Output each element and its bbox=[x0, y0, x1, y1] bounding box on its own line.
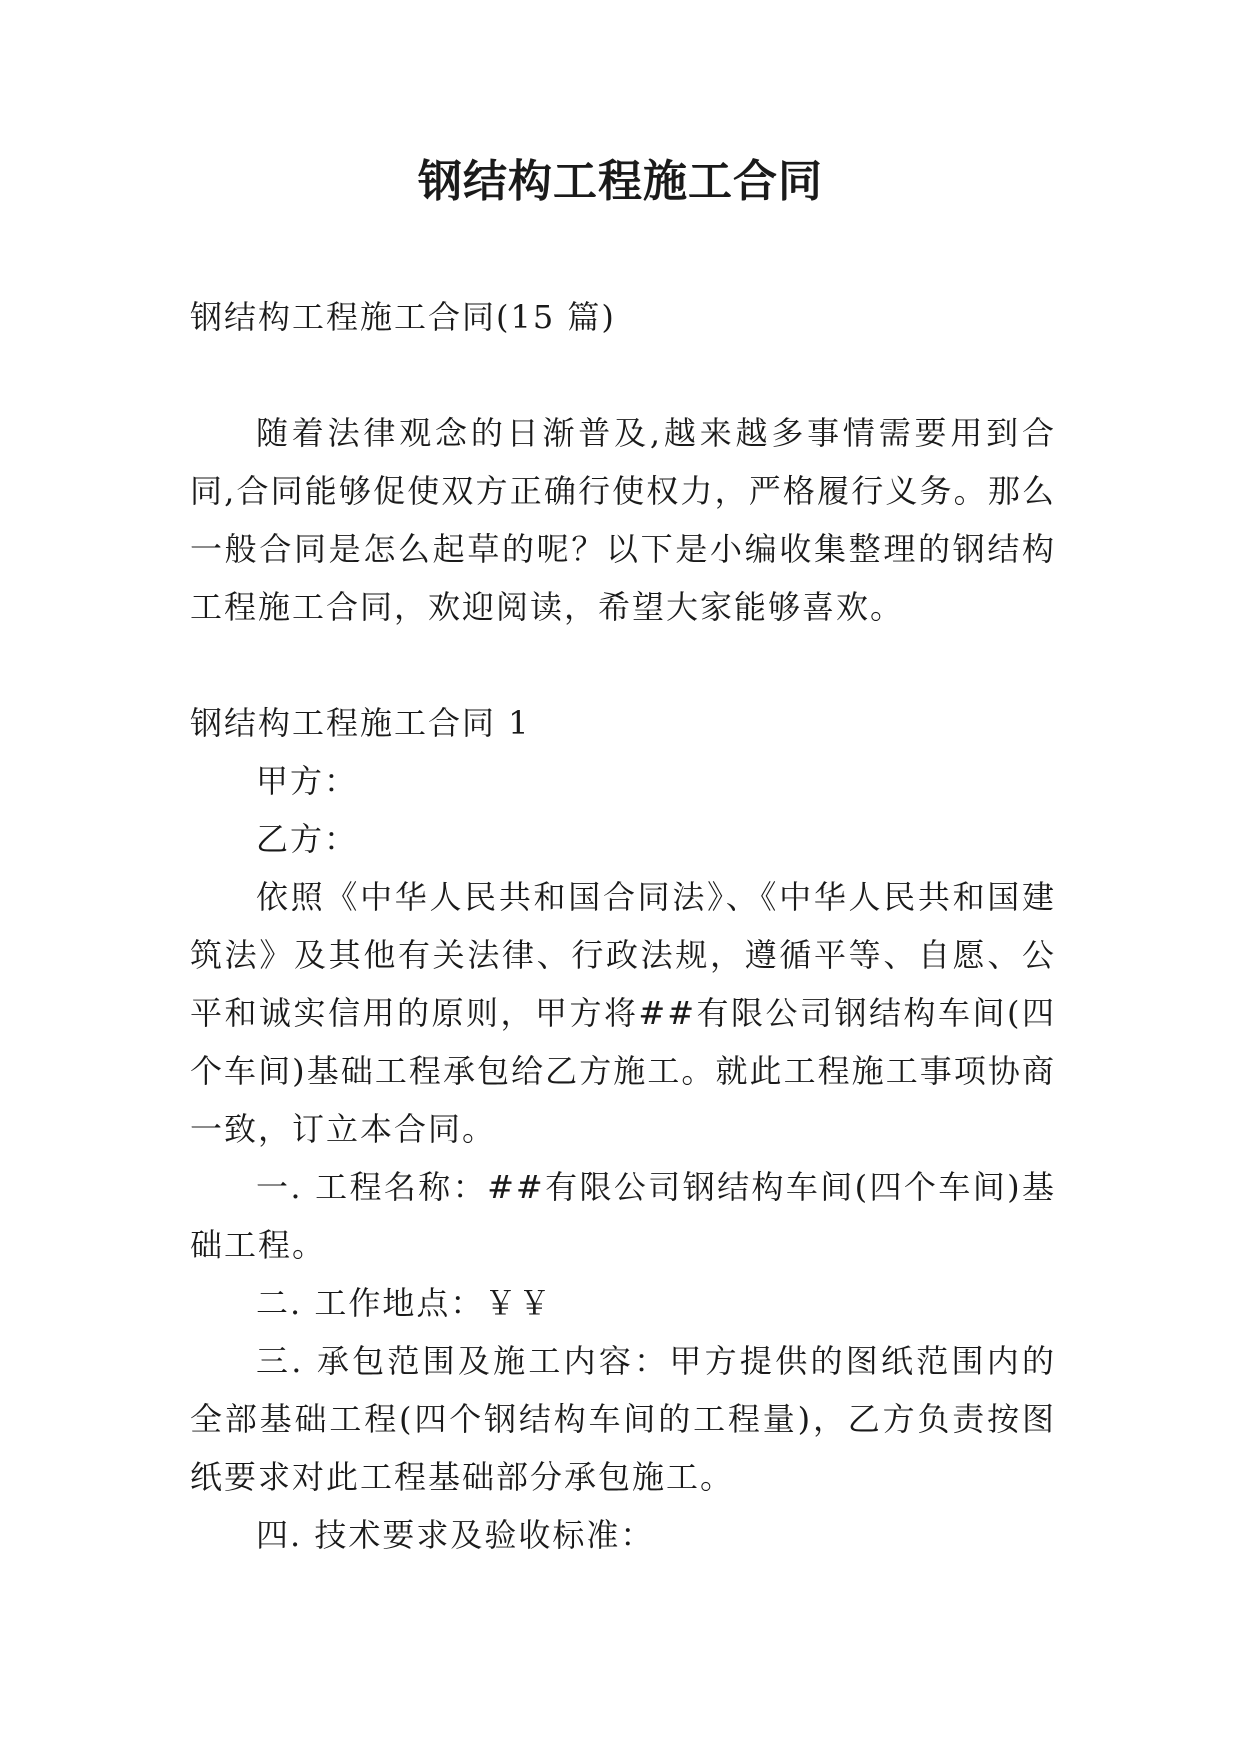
basis-paragraph: 依照《中华人民共和国合同法》、《中华人民共和国建筑法》及其他有关法律、行政法规，遵循平等、自愿、公平和诚实信用的原则，甲方将##有限公司钢结构车间(四个车间)基础工程承包给乙方施工。就此工程施工事项协商一致，订立本合同。 bbox=[190, 878, 1056, 1148]
section-heading: 钢结构工程施工合同 1 bbox=[190, 704, 531, 742]
party-a-label: 甲方： bbox=[256, 762, 359, 800]
clause-scope: 三. 承包范围及施工内容：甲方提供的图纸范围内的全部基础工程(四个钢结构车间的工程量)，乙方负责按图纸要求对此工程基础部分承包施工。 bbox=[190, 1342, 1056, 1496]
party-b-label: 乙方： bbox=[256, 820, 359, 858]
document-body bbox=[190, 288, 1056, 1564]
document-subtitle: 钢结构工程施工合同(15 篇) bbox=[190, 298, 616, 336]
clause-project-name: 一. 工程名称：##有限公司钢结构车间(四个车间)基础工程。 bbox=[190, 1168, 1056, 1264]
intro-paragraph: 随着法律观念的日渐普及,越来越多事情需要用到合同,合同能够促使双方正确行使权力，严格履行义务。那么一般合同是怎么起草的呢？以下是小编收集整理的钢结构工程施工合同，欢迎阅读，希望大家能够喜欢。 bbox=[190, 414, 1056, 626]
document-title: 钢结构工程施工合同 bbox=[418, 156, 823, 207]
clause-work-location: 二. 工作地点：￥￥ bbox=[256, 1284, 553, 1322]
clause-technical-requirements: 四. 技术要求及验收标准： bbox=[256, 1516, 655, 1554]
